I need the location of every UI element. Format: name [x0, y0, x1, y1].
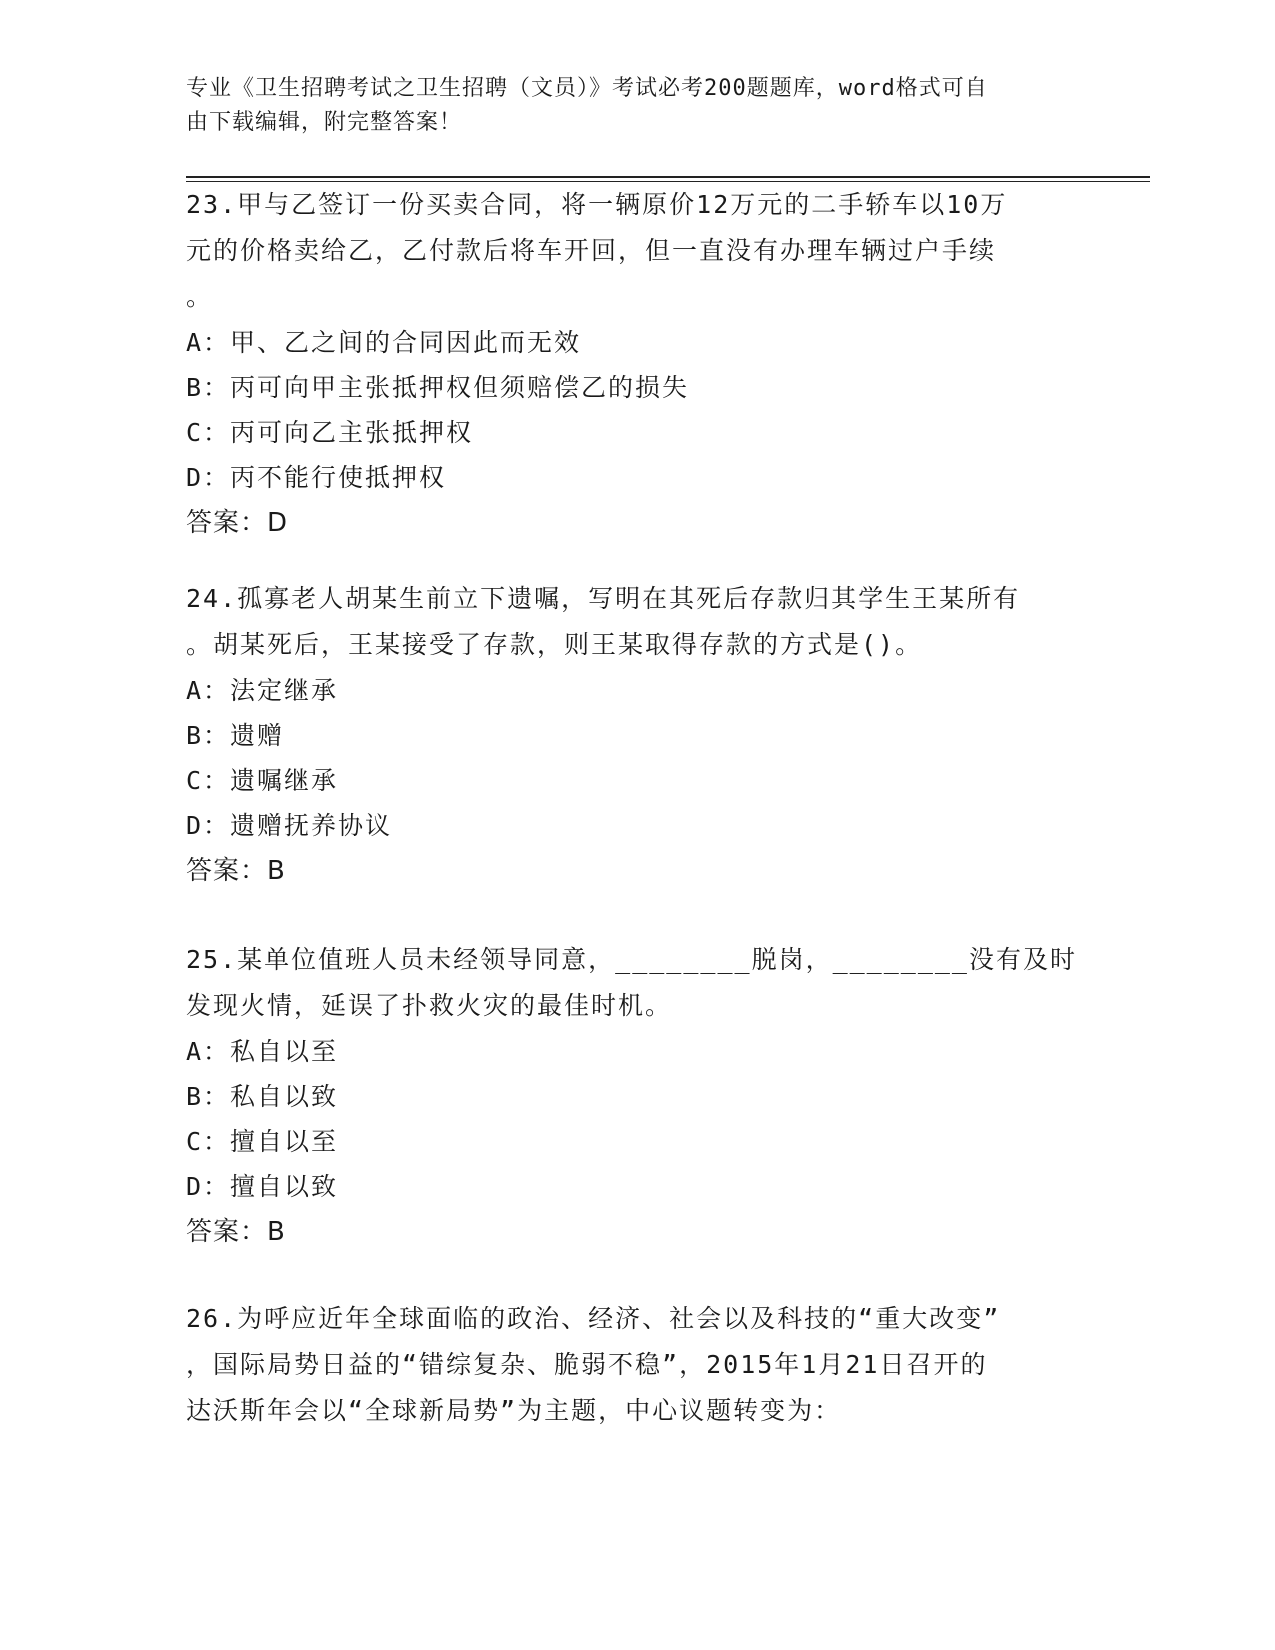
option-b: B：私自以致	[186, 1082, 339, 1111]
stem-line: 25.某单位值班人员未经领导同意，________脱岗，________没有及时	[186, 945, 1077, 974]
question-stem	[186, 182, 1086, 320]
question-24	[186, 576, 1086, 894]
option-d: D：擅自以致	[186, 1172, 339, 1201]
option-c: C：丙可向乙主张抵押权	[186, 418, 474, 447]
stem-line: 23.甲与乙签订一份买卖合同，将一辆原价12万元的二手轿车以10万	[186, 190, 1008, 219]
option-a: A：私自以至	[186, 1037, 339, 1066]
stem-line: 。胡某死后，王某接受了存款，则王某取得存款的方式是()。	[186, 630, 923, 659]
answer: 答案：B	[186, 1217, 286, 1247]
question-23	[186, 182, 1086, 546]
question-25	[186, 937, 1086, 1255]
header-line-2: 由下载编辑，附完整答案！	[186, 110, 463, 135]
question-26	[186, 1296, 1086, 1434]
stem-line: 26.为呼应近年全球面临的政治、经济、社会以及科技的“重大改变”	[186, 1304, 1001, 1333]
stem-line: ，国际局势日益的“错综复杂、脆弱不稳”，2015年1月21日召开的	[186, 1350, 988, 1379]
stem-line: 达沃斯年会以“全球新局势”为主题，中心议题转变为：	[186, 1396, 842, 1425]
option-d: D：丙不能行使抵押权	[186, 463, 447, 492]
header-line-1: 专业《卫生招聘考试之卫生招聘（文员）》考试必考200题题库，word格式可自	[186, 76, 988, 101]
option-b: B：丙可向甲主张抵押权但须赔偿乙的损失	[186, 373, 690, 402]
question-stem	[186, 576, 1086, 668]
document-header	[186, 72, 1066, 140]
stem-line: 24.孤寡老人胡某生前立下遗嘱，写明在其死后存款归其学生王某所有	[186, 584, 1021, 613]
question-stem	[186, 1296, 1086, 1434]
option-b: B：遗赠	[186, 721, 285, 750]
stem-line: 元的价格卖给乙，乙付款后将车开回，但一直没有办理车辆过户手续	[186, 236, 997, 265]
stem-line: 发现火情，延误了扑救火灾的最佳时机。	[186, 991, 673, 1020]
answer: 答案：B	[186, 856, 286, 886]
question-stem	[186, 937, 1086, 1029]
option-c: C：遗嘱继承	[186, 766, 339, 795]
option-a: A：法定继承	[186, 676, 339, 705]
option-a: A：甲、乙之间的合同因此而无效	[186, 328, 582, 357]
answer: 答案：D	[186, 508, 289, 538]
option-d: D：遗赠抚养协议	[186, 811, 393, 840]
stem-line: 。	[186, 282, 214, 311]
option-c: C：擅自以至	[186, 1127, 339, 1156]
